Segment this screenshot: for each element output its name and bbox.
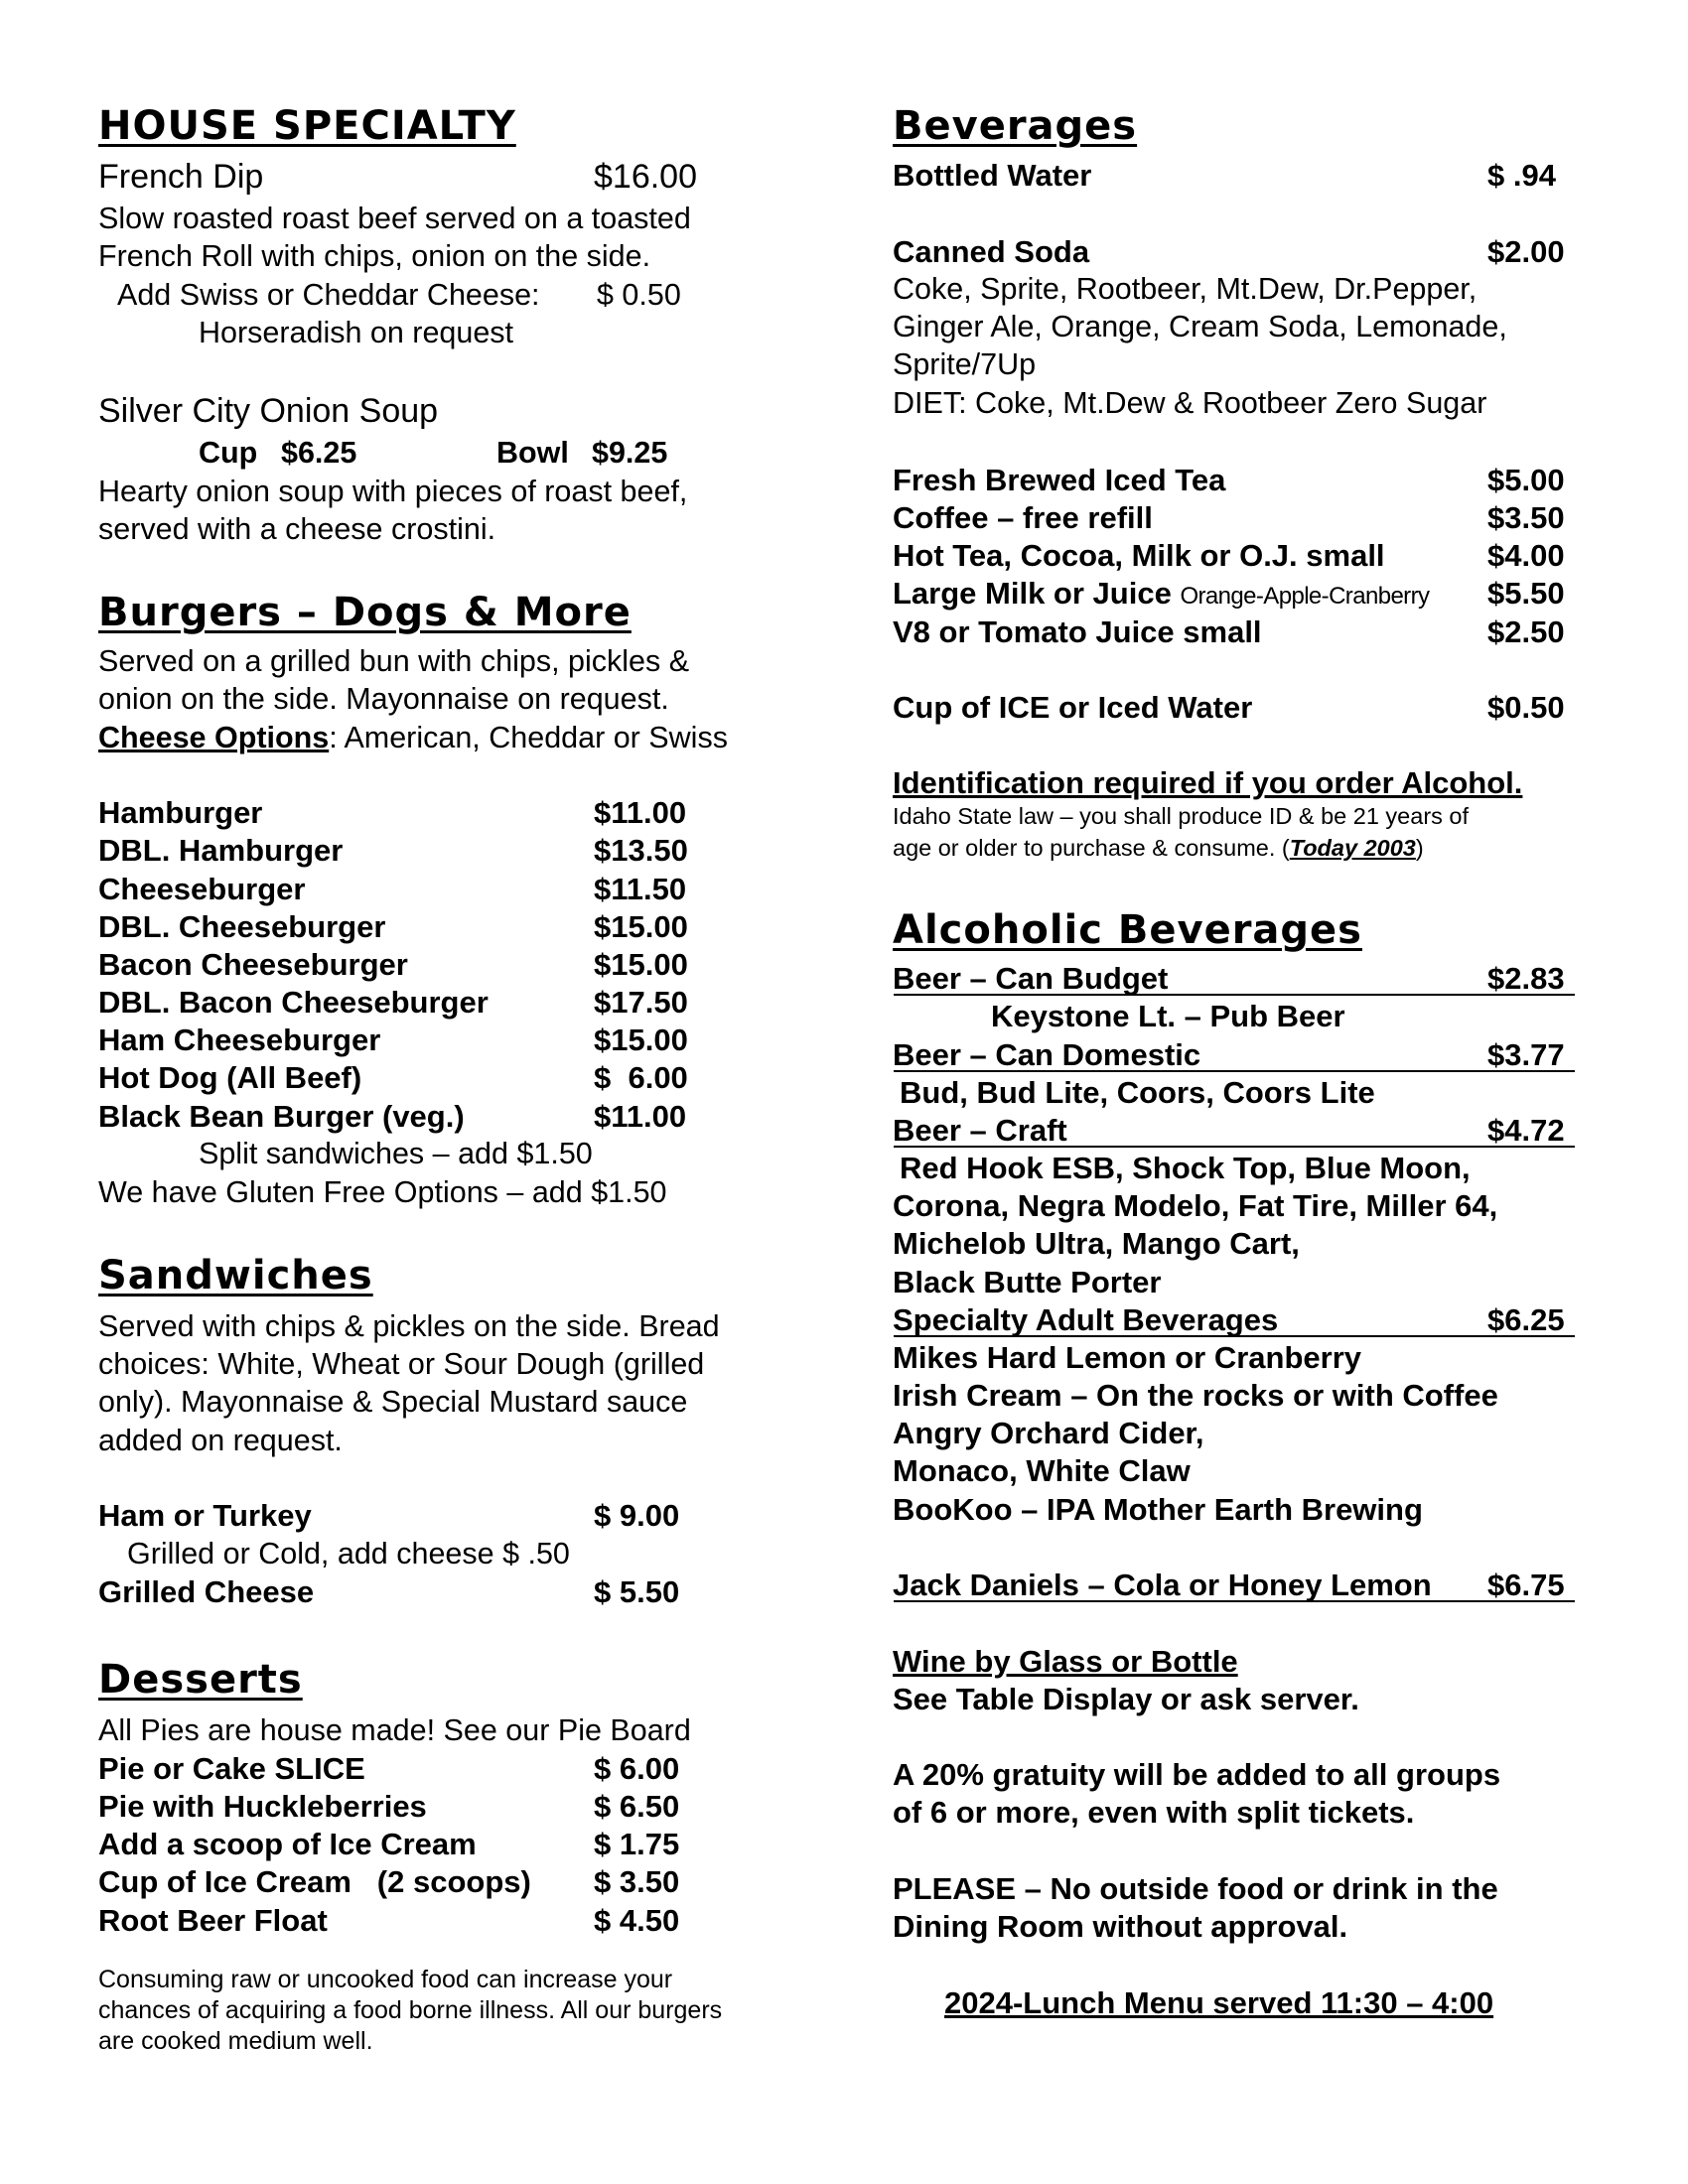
menu-item-price: $15.00 bbox=[594, 909, 688, 944]
specialty-item: Mikes Hard Lemon or Cranberry bbox=[893, 1340, 1362, 1375]
gluten-free-note: We have Gluten Free Options – add $1.50 bbox=[98, 1175, 667, 1209]
beer-domestic-price: $3.77 bbox=[1487, 1037, 1565, 1072]
craft-beer-list-3: Michelob Ultra, Mango Cart, bbox=[893, 1226, 1300, 1261]
menu-item-name: DBL. Cheeseburger bbox=[98, 909, 386, 944]
id-notice-close: ) bbox=[1415, 835, 1424, 861]
id-notice-text: age or older to purchase & consume. ( bbox=[893, 835, 1290, 861]
ham-turkey-note: Grilled or Cold, add cheese $ .50 bbox=[127, 1537, 570, 1570]
soda-diet: DIET: Coke, Mt.Dew & Rootbeer Zero Sugar bbox=[893, 386, 1487, 420]
menu-item-name: DBL. Bacon Cheeseburger bbox=[98, 985, 489, 1020]
french-dip-name: French Dip bbox=[98, 158, 264, 196]
menu-item-name: Coffee – free refill bbox=[893, 500, 1153, 535]
french-dip-price: $16.00 bbox=[594, 158, 697, 196]
menu-item-price: $5.50 bbox=[1487, 576, 1565, 611]
menu-item-name: Root Beer Float bbox=[98, 1903, 328, 1938]
menu-item-price: $5.00 bbox=[1487, 463, 1565, 497]
house-specialty-heading: HOUSE SPECIALTY bbox=[98, 103, 516, 149]
outside-food-line-1: PLEASE – No outside food or drink in the bbox=[893, 1871, 1498, 1906]
menu-item-name: Hamburger bbox=[98, 795, 263, 830]
menu-item-name: Pie or Cake SLICE bbox=[98, 1751, 365, 1786]
ice-water-price: $0.50 bbox=[1487, 690, 1565, 725]
id-notice-line-2 bbox=[893, 837, 1424, 861]
menu-item-price: $ 6.00 bbox=[594, 1060, 688, 1095]
specialty-price: $6.25 bbox=[1487, 1302, 1565, 1337]
alcoholic-beverages-heading: Alcoholic Beverages bbox=[893, 907, 1362, 953]
today-2003: Today 2003 bbox=[1289, 835, 1416, 861]
grilled-cheese-name: Grilled Cheese bbox=[98, 1574, 315, 1609]
menu-item-name: Fresh Brewed Iced Tea bbox=[893, 463, 1226, 497]
cup-price: $6.25 bbox=[281, 436, 357, 470]
menu-item-name: Ham Cheeseburger bbox=[98, 1023, 381, 1057]
id-notice-line-1: Idaho State law – you shall produce ID & be 21 years of bbox=[893, 803, 1470, 829]
horseradish-note: Horseradish on request bbox=[199, 316, 514, 349]
menu-item-price: $11.00 bbox=[594, 795, 687, 830]
sandwiches-desc-4: added on request. bbox=[98, 1424, 343, 1457]
food-warning-3: are cooked medium well. bbox=[98, 2027, 373, 2055]
specialty-item: Monaco, White Claw bbox=[893, 1453, 1191, 1488]
menu-item-price: $ 3.50 bbox=[594, 1864, 680, 1899]
split-sandwich-note: Split sandwiches – add $1.50 bbox=[199, 1137, 593, 1170]
beverages-heading: Beverages bbox=[893, 103, 1138, 149]
menu-item-name: V8 or Tomato Juice small bbox=[893, 614, 1262, 649]
burgers-desc-1: Served on a grilled bun with chips, pickles & bbox=[98, 644, 690, 678]
menu-item-price: $11.50 bbox=[594, 872, 687, 906]
beer-craft-name: Beer – Craft bbox=[893, 1113, 1067, 1148]
menu-item-price: $ 1.75 bbox=[594, 1827, 680, 1861]
menu-item-price: $ 4.50 bbox=[594, 1903, 680, 1938]
food-warning-1: Consuming raw or uncooked food can increase your bbox=[98, 1966, 673, 1993]
jack-daniels-price: $6.75 bbox=[1487, 1568, 1565, 1602]
cheese-options-label: Cheese Options bbox=[98, 721, 330, 754]
menu-item-price: $13.50 bbox=[594, 833, 688, 868]
soda-list-2: Ginger Ale, Orange, Cream Soda, Lemonade, bbox=[893, 310, 1507, 343]
wine-note: See Table Display or ask server. bbox=[893, 1682, 1359, 1716]
sandwiches-heading: Sandwiches bbox=[98, 1253, 373, 1298]
menu-item-name: Bacon Cheeseburger bbox=[98, 947, 408, 982]
craft-beer-list-1: Red Hook ESB, Shock Top, Blue Moon, bbox=[900, 1151, 1471, 1185]
specialty-item: Angry Orchard Cider, bbox=[893, 1416, 1204, 1450]
canned-soda-price: $2.00 bbox=[1487, 234, 1565, 269]
budget-beer-list: Keystone Lt. – Pub Beer bbox=[991, 999, 1345, 1033]
french-dip-desc-1: Slow roasted roast beef served on a toasted bbox=[98, 202, 691, 235]
menu-item-name: Hot Dog (All Beef) bbox=[98, 1060, 362, 1095]
gratuity-line-2: of 6 or more, even with split tickets. bbox=[893, 1795, 1415, 1830]
menu-item-price: $3.50 bbox=[1487, 500, 1565, 535]
burgers-heading: Burgers – Dogs & More bbox=[98, 590, 632, 635]
soda-list-3: Sprite/7Up bbox=[893, 347, 1037, 381]
french-dip-desc-2: French Roll with chips, onion on the side. bbox=[98, 239, 651, 273]
menu-item-price: $ 6.00 bbox=[594, 1751, 680, 1786]
outside-food-line-2: Dining Room without approval. bbox=[893, 1909, 1348, 1944]
jack-daniels-name: Jack Daniels – Cola or Honey Lemon bbox=[893, 1568, 1432, 1602]
desserts-heading: Desserts bbox=[98, 1657, 303, 1703]
soup-desc-2: served with a cheese crostini. bbox=[98, 512, 496, 546]
specialty-item: Irish Cream – On the rocks or with Coffee bbox=[893, 1378, 1498, 1413]
food-warning-2: chances of acquiring a food borne illness. All our burgers bbox=[98, 1996, 723, 2024]
juice-flavors-note: Orange-Apple-Cranberry bbox=[1180, 583, 1430, 610]
cheese-addon-label: Add Swiss or Cheddar Cheese: bbox=[117, 278, 540, 312]
menu-item-name: Add a scoop of Ice Cream bbox=[98, 1827, 477, 1861]
menu-item-name: Cup of Ice Cream (2 scoops) bbox=[98, 1864, 531, 1899]
craft-beer-list-2: Corona, Negra Modelo, Fat Tire, Miller 64, bbox=[893, 1188, 1498, 1223]
sandwiches-desc-3: only). Mayonnaise & Special Mustard sauce bbox=[98, 1385, 688, 1419]
bowl-price: $9.25 bbox=[592, 436, 668, 470]
menu-footer: 2024-Lunch Menu served 11:30 – 4:00 bbox=[944, 1985, 1494, 2020]
specialty-item: BooKoo – IPA Mother Earth Brewing bbox=[893, 1492, 1423, 1527]
menu-item-price: $2.50 bbox=[1487, 614, 1565, 649]
menu-item-name: DBL. Hamburger bbox=[98, 833, 344, 868]
beer-budget-name: Beer – Can Budget bbox=[893, 961, 1169, 996]
menu-item-price: $15.00 bbox=[594, 1023, 688, 1057]
sandwiches-desc-2: choices: White, Wheat or Sour Dough (grilled bbox=[98, 1347, 705, 1381]
soda-list-1: Coke, Sprite, Rootbeer, Mt.Dew, Dr.Pepper, bbox=[893, 272, 1477, 306]
grilled-cheese-price: $ 5.50 bbox=[594, 1574, 680, 1609]
gratuity-line-1: A 20% gratuity will be added to all groups bbox=[893, 1757, 1501, 1792]
bottled-water-price: $ .94 bbox=[1487, 158, 1556, 193]
ice-water-name: Cup of ICE or Iced Water bbox=[893, 690, 1253, 725]
menu-item-price: $ 6.50 bbox=[594, 1789, 680, 1824]
wine-title: Wine by Glass or Bottle bbox=[893, 1644, 1238, 1679]
cheese-options bbox=[98, 723, 728, 753]
specialty-name: Specialty Adult Beverages bbox=[893, 1302, 1279, 1337]
menu-item-name: Black Bean Burger (veg.) bbox=[98, 1099, 465, 1134]
domestic-beer-list: Bud, Bud Lite, Coors, Coors Lite bbox=[900, 1075, 1375, 1110]
onion-soup-name: Silver City Onion Soup bbox=[98, 392, 439, 430]
cheese-addon-price: $ 0.50 bbox=[597, 278, 681, 312]
menu-item-name: Hot Tea, Cocoa, Milk or O.J. small bbox=[893, 538, 1385, 573]
desserts-intro: All Pies are house made! See our Pie Board bbox=[98, 1713, 691, 1747]
menu-item-price: $15.00 bbox=[594, 947, 688, 982]
large-milk-name: Large Milk or Juice bbox=[893, 576, 1172, 611]
menu-item-price: $4.00 bbox=[1487, 538, 1565, 573]
menu-item-price: $11.00 bbox=[594, 1099, 687, 1134]
beer-budget-price: $2.83 bbox=[1487, 961, 1565, 996]
bowl-label: Bowl bbox=[496, 436, 569, 470]
sandwiches-desc-1: Served with chips & pickles on the side. Bread bbox=[98, 1309, 720, 1343]
burgers-desc-2: onion on the side. Mayonnaise on request. bbox=[98, 682, 669, 716]
menu-item-name: Pie with Huckleberries bbox=[98, 1789, 427, 1824]
beer-domestic-name: Beer – Can Domestic bbox=[893, 1037, 1201, 1072]
canned-soda-name: Canned Soda bbox=[893, 234, 1090, 269]
ham-turkey-name: Ham or Turkey bbox=[98, 1498, 312, 1533]
soup-desc-1: Hearty onion soup with pieces of roast beef, bbox=[98, 475, 688, 508]
id-notice-title: Identification required if you order Alcohol. bbox=[893, 765, 1523, 800]
menu-item-name: Cheeseburger bbox=[98, 872, 306, 906]
menu-item-name bbox=[893, 578, 1429, 609]
menu-item-price: $17.50 bbox=[594, 985, 688, 1020]
beer-craft-price: $4.72 bbox=[1487, 1113, 1565, 1148]
cup-label: Cup bbox=[199, 436, 258, 470]
craft-beer-list-4: Black Butte Porter bbox=[893, 1265, 1162, 1299]
bottled-water-name: Bottled Water bbox=[893, 158, 1092, 193]
ham-turkey-price: $ 9.00 bbox=[594, 1498, 680, 1533]
cheese-options-list: : American, Cheddar or Swiss bbox=[329, 721, 728, 754]
